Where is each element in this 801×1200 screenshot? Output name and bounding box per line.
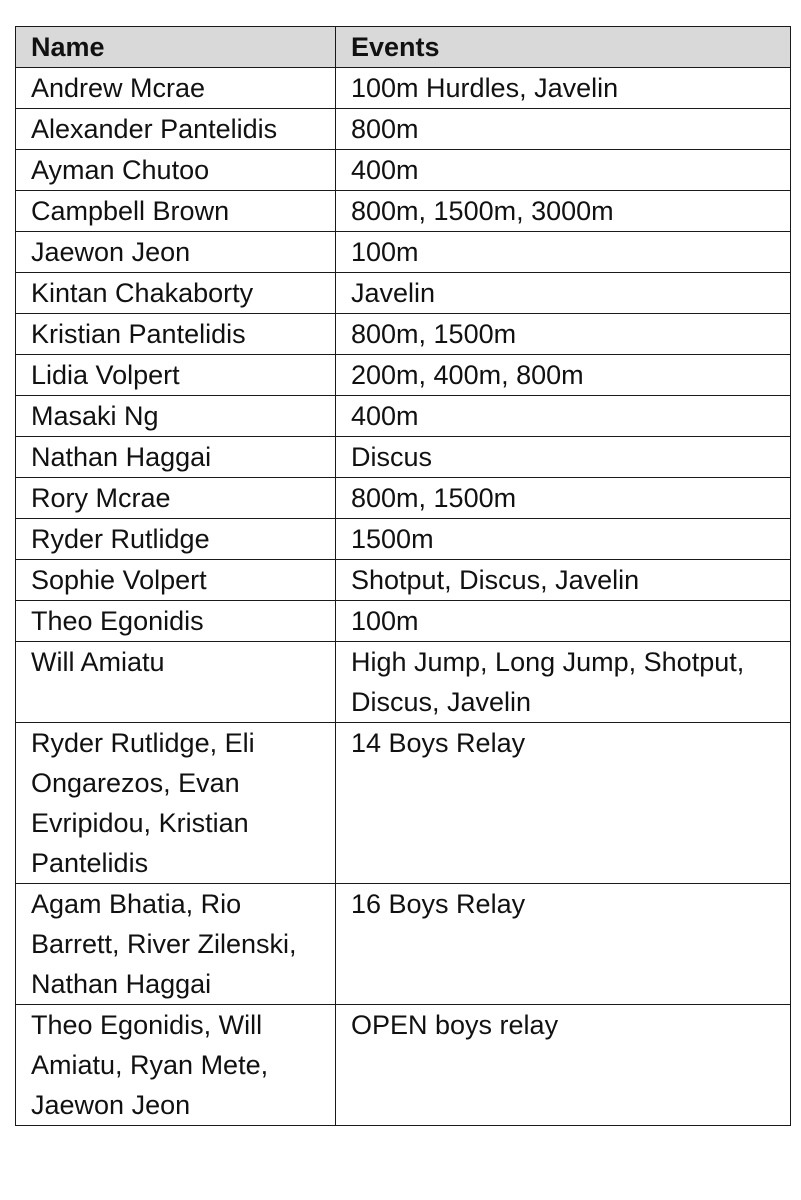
name-cell: Agam Bhatia, Rio Barrett, River Zilenski, Nathan Haggai <box>16 884 336 1005</box>
name-cell: Theo Egonidis, Will Amiatu, Ryan Mete, Jaewon Jeon <box>16 1005 336 1126</box>
name-cell: Nathan Haggai <box>16 437 336 478</box>
table-row <box>16 478 791 519</box>
events-cell: 1500m <box>336 519 791 560</box>
events-cell: 16 Boys Relay <box>336 884 791 1005</box>
table-row <box>16 560 791 601</box>
name-cell: Sophie Volpert <box>16 560 336 601</box>
name-cell: Lidia Volpert <box>16 355 336 396</box>
events-cell: Shotput, Discus, Javelin <box>336 560 791 601</box>
name-cell: Kristian Pantelidis <box>16 314 336 355</box>
table-row <box>16 68 791 109</box>
events-cell: 200m, 400m, 800m <box>336 355 791 396</box>
table-row <box>16 642 791 723</box>
table-row <box>16 396 791 437</box>
name-column-header: Name <box>16 27 336 68</box>
name-cell: Andrew Mcrae <box>16 68 336 109</box>
events-cell: OPEN boys relay <box>336 1005 791 1126</box>
name-cell: Kintan Chakaborty <box>16 273 336 314</box>
events-cell: High Jump, Long Jump, Shotput, Discus, Javelin <box>336 642 791 723</box>
name-cell: Jaewon Jeon <box>16 232 336 273</box>
table-row <box>16 150 791 191</box>
events-cell: 800m, 1500m <box>336 478 791 519</box>
name-cell: Campbell Brown <box>16 191 336 232</box>
name-cell: Theo Egonidis <box>16 601 336 642</box>
name-cell: Alexander Pantelidis <box>16 109 336 150</box>
table-row <box>16 884 791 1005</box>
table-row <box>16 191 791 232</box>
table-row <box>16 519 791 560</box>
table-row <box>16 232 791 273</box>
name-cell: Ryder Rutlidge <box>16 519 336 560</box>
events-cell: 100m Hurdles, Javelin <box>336 68 791 109</box>
table-header-row <box>16 27 791 68</box>
events-cell: 100m <box>336 601 791 642</box>
table-row <box>16 314 791 355</box>
events-cell: 400m <box>336 396 791 437</box>
table-row <box>16 355 791 396</box>
table-row <box>16 273 791 314</box>
events-cell: Javelin <box>336 273 791 314</box>
name-cell: Ayman Chutoo <box>16 150 336 191</box>
events-cell: 14 Boys Relay <box>336 723 791 884</box>
events-cell: 800m, 1500m, 3000m <box>336 191 791 232</box>
events-cell: 400m <box>336 150 791 191</box>
table-row <box>16 601 791 642</box>
events-cell: 800m, 1500m <box>336 314 791 355</box>
table-row <box>16 723 791 884</box>
events-column-header: Events <box>336 27 791 68</box>
name-cell: Ryder Rutlidge, Eli Ongarezos, Evan Evripidou, Kristian Pantelidis <box>16 723 336 884</box>
table-row <box>16 437 791 478</box>
events-cell: 100m <box>336 232 791 273</box>
name-cell: Rory Mcrae <box>16 478 336 519</box>
events-cell: Discus <box>336 437 791 478</box>
table-row <box>16 109 791 150</box>
name-cell: Will Amiatu <box>16 642 336 723</box>
events-table <box>15 26 791 1126</box>
events-cell: 800m <box>336 109 791 150</box>
table-row <box>16 1005 791 1126</box>
name-cell: Masaki Ng <box>16 396 336 437</box>
